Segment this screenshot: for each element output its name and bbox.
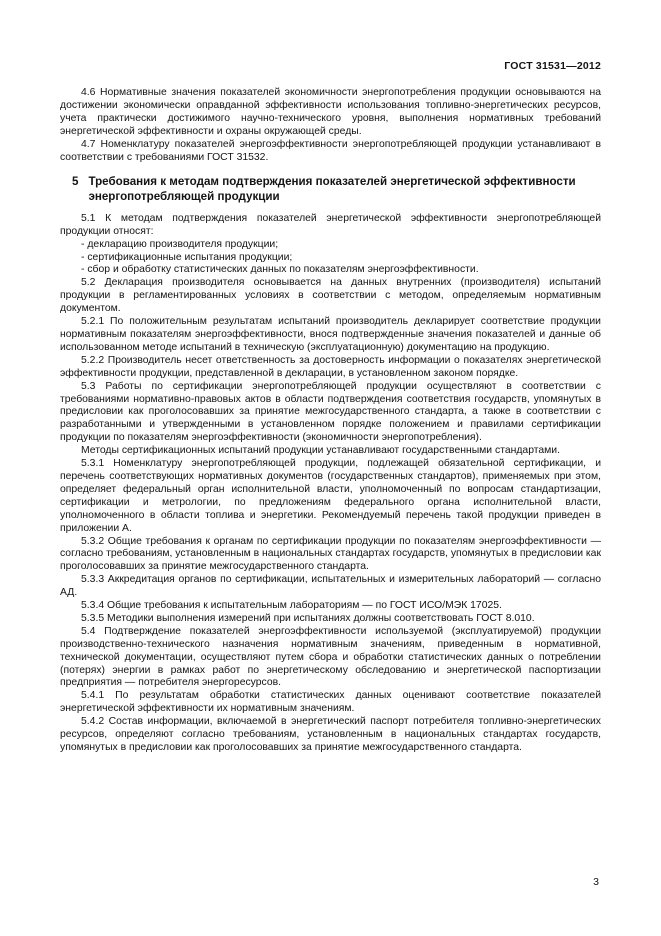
list-item: - декларацию производителя продукции; [81, 238, 279, 250]
paragraph: 4.7 Номенклатуру показателей энергоэффективности энергопотребляющей продукции устанавливают в соответствии с требованиями ГОСТ 31532. [60, 138, 601, 163]
paragraph: 5.3.4 Общие требования к испытательным лабораториям — по ГОСТ ИСО/МЭК 17025. [81, 600, 502, 612]
paragraph: 5.4.1 По результатам обработки статистических данных оценивают соответствие показателей энергетической эффективности их нормативным значениям. [60, 690, 601, 715]
paragraph: Методы сертификационных испытаний продукции устанавливают государственными стандартами. [81, 445, 561, 457]
paragraph: 5.3 Работы по сертификации энергопотребляющей продукции осуществляют в соответствии с требованиями нормативно-правовых актов в области подтверждения соответствия государств, упомянутых в предисловии как проголосовавших за принятие межгосударственного стандарта, а также в соответствии с разработанными и утвержденными в установленном порядке положением и правилами сертификации продукции по показателям энергоэффективности (экономичности энергопотребления). [60, 380, 601, 444]
list-item: - сбор и обработку статистических данных по показателям энергоэффективности. [81, 264, 479, 276]
paragraph: 5.3.2 Общие требования к органам по сертификации продукции по показателям энергоэффективности — согласно требованиям, установленным в национальных стандартах государств, упомянутых в предисловии как проголосовавших за принятие межгосударственного стандарта. [60, 535, 601, 573]
paragraph: 5.2.2 Производитель несет ответственность за достоверность информации о показателях энергетической эффективности продукции, представленной в декларации, в установленном законом порядке. [60, 354, 601, 379]
doc-number-header: ГОСТ 31531—2012 [504, 60, 601, 72]
list-item: - сертификационные испытания продукции; [81, 251, 293, 263]
paragraph: 5.4 Подтверждение показателей энергоэффективности используемой (эксплуатируемой) продукции производственно-технического назначения нормативным значениям, приведенным в нормативной, технической документации, осуществляют путем сбора и обработки статистических данных о потреблении (потерях) энергии в рамках работ по энергетическому обследованию и энергетической паспортизации предприятия — потребителя энергоресурсов. [60, 625, 601, 689]
paragraph: 5.2 Декларация производителя основывается на данных внутренних (производителя) испытаний продукции в регламентированных условиях в соответствии с методом, определяемым нормативным документом. [60, 277, 601, 315]
section-number: 5 [72, 175, 79, 189]
page-number: 3 [593, 876, 599, 888]
paragraph: 5.3.3 Аккредитация органов по сертификации, испытательных и измерительных лабораторий — согласно АД. [60, 574, 601, 599]
section-heading [72, 175, 601, 203]
paragraph: 5.4.2 Состав информации, включаемой в энергетический паспорт потребителя топливно-энергетических ресурсов, определяют согласно требованиям, установленным в национальных стандартах государств, упомянутых в предисловии как проголосовавших за принятие межгосударственного стандарта. [60, 716, 601, 753]
paragraph: 4.6 Нормативные значения показателей экономичности энергопотребления продукции основываются на достижении экономически оправданной эффективности использования топливно-энергетических ресурсов, учета практически достижимого научно-технического уровня, выполнения нормативных требований энергетической эффективности и охраны окружающей среды. [60, 87, 601, 137]
section-title: Требования к методам подтверждения показателей энергетической эффективности энергопотребляющей продукции [88, 175, 576, 203]
paragraph: 5.3.1 Номенклатуру энергопотребляющей продукции, подлежащей обязательной сертификации, и перечень соответствующих нормативных документов (государственных стандартов), применяемых при этом, определяет федеральный орган исполнительной власти, уполномоченный по вопросам стандартизации, сертификации и метрологии, по предложениям федерального органа исполнительной власти, уполномоченного в области топлива и энергетики. Рекомендуемый перечень такой продукции приведен в приложении А. [60, 458, 601, 534]
paragraph: 5.3.5 Методики выполнения измерений при испытаниях должны соответствовать ГОСТ 8.010. [81, 612, 535, 624]
paragraph: 5.1 К методам подтверждения показателей энергетической эффективности энергопотребляющей продукции относят: [60, 212, 601, 237]
page-body [60, 87, 601, 755]
paragraph: 5.2.1 По положительным результатам испытаний производитель декларирует соответствие продукции нормативным показателям энергоэффективности, внося подтвержденные значения показателей и данные об использованном методе испытаний в техническую (эксплуатационную) документацию на продукцию. [60, 316, 601, 353]
